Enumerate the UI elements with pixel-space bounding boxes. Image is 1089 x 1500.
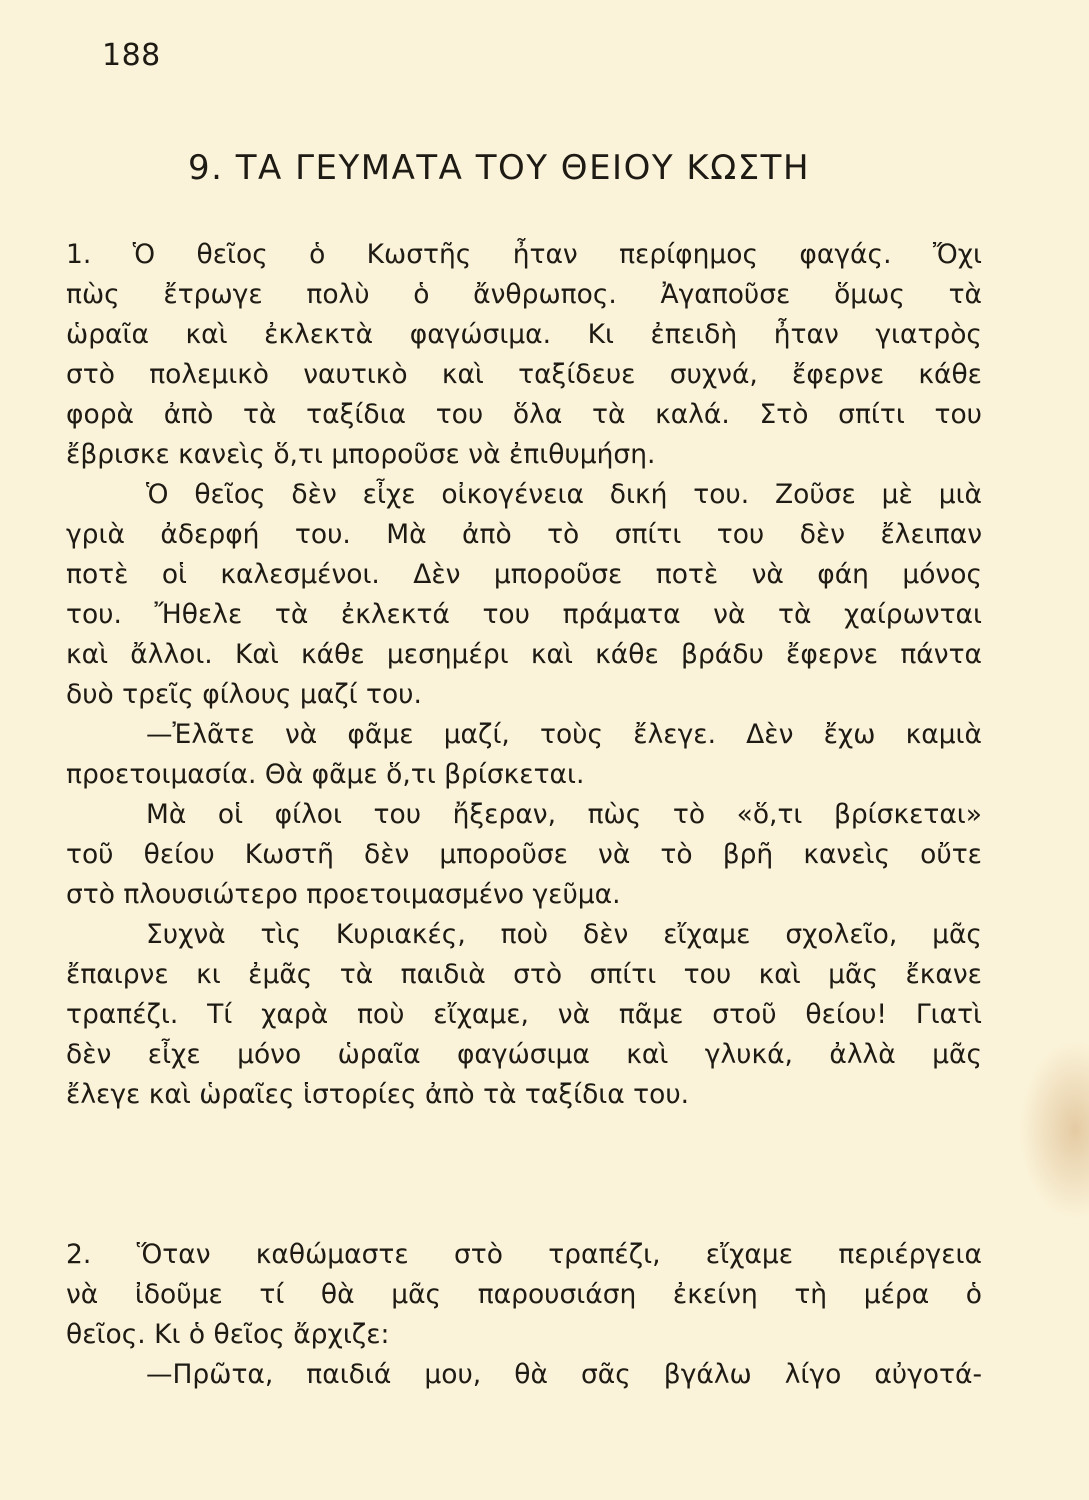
text-line: 1. Ὁ θεῖος ὁ Κωστῆς ἦταν περίφημος φαγάς. Ὄχι <box>66 239 982 270</box>
paragraph <box>66 915 982 1115</box>
text-line: θεῖος. Κι ὁ θεῖος ἄρχιζε: <box>66 1319 390 1350</box>
text-line: νὰ ἰδοῦμε τί θὰ μᾶς παρουσιάση ἐκείνη τὴ μέρα ὁ <box>66 1279 982 1310</box>
text-line: Συχνὰ τὶς Κυριακές, ποὺ δὲν εἴχαμε σχολεῖο, μᾶς <box>146 919 982 950</box>
text-line: γριὰ ἀδερφή του. Μὰ ἀπὸ τὸ σπίτι του δὲν ἔλειπαν <box>66 519 982 550</box>
paragraph <box>66 475 982 715</box>
text-line: φορὰ ἀπὸ τὰ ταξίδια του ὅλα τὰ καλά. Στὸ σπίτι του <box>66 399 982 430</box>
paragraph <box>66 715 982 795</box>
text-line: πὼς ἔτρωγε πολὺ ὁ ἄνθρωπος. Ἀγαποῦσε ὅμως τὰ <box>66 279 982 310</box>
text-line: Ὁ θεῖος δὲν εἶχε οἰκογένεια δική του. Ζοῦσε μὲ μιὰ <box>146 479 982 510</box>
page-number: 188 <box>102 38 161 73</box>
section-2 <box>66 1235 982 1395</box>
text-line: προετοιμασία. Θὰ φᾶμε ὅ,τι βρίσκεται. <box>66 759 585 790</box>
paper-stain <box>1019 1040 1089 1220</box>
text-line: Μὰ οἱ φίλοι του ἤξεραν, πὼς τὸ «ὅ,τι βρίσκεται» <box>146 799 982 830</box>
chapter-title: 9. ΤΑ ΓΕΥΜΑΤΑ ΤΟΥ ΘΕΙΟΥ ΚΩΣΤΗ <box>188 148 811 188</box>
text-line: τραπέζι. Τί χαρὰ ποὺ εἴχαμε, νὰ πᾶμε στοῦ θείου! Γιατὶ <box>66 999 982 1030</box>
text-line: ἔβρισκε κανεὶς ὅ,τι μποροῦσε νὰ ἐπιθυμήση. <box>66 439 656 470</box>
text-line: στὸ πολεμικὸ ναυτικὸ καὶ ταξίδευε συχνά, ἔφερνε κάθε <box>66 359 982 390</box>
text-line: 2. Ὅταν καθώμαστε στὸ τραπέζι, εἴχαμε περιέργεια <box>66 1239 982 1270</box>
text-line: καὶ ἄλλοι. Καὶ κάθε μεσημέρι καὶ κάθε βράδυ ἔφερνε πάντα <box>66 639 982 670</box>
paragraph <box>66 795 982 915</box>
section-1 <box>66 235 982 1115</box>
text-line: του. Ἤθελε τὰ ἐκλεκτά του πράματα νὰ τὰ χαίρωνται <box>66 599 982 630</box>
text-line: —Πρῶτα, παιδιά μου, θὰ σᾶς βγάλω λίγο αὐγοτά- <box>146 1359 982 1390</box>
text-line: ποτὲ οἱ καλεσμένοι. Δὲν μποροῦσε ποτὲ νὰ φάη μόνος <box>66 559 982 590</box>
text-line: δυὸ τρεῖς φίλους μαζί του. <box>66 679 422 710</box>
text-line: στὸ πλουσιώτερο προετοιμασμένο γεῦμα. <box>66 879 621 910</box>
text-line: ὡραῖα καὶ ἐκλεκτὰ φαγώσιμα. Κι ἐπειδὴ ἦταν γιατρὸς <box>66 319 982 350</box>
paragraph <box>66 235 982 475</box>
text-line: ἔπαιρνε κι ἐμᾶς τὰ παιδιὰ στὸ σπίτι του καὶ μᾶς ἔκανε <box>66 959 982 990</box>
text-line: —Ἐλᾶτε νὰ φᾶμε μαζί, τοὺς ἔλεγε. Δὲν ἔχω καμιὰ <box>146 719 982 750</box>
paragraph <box>66 1235 982 1355</box>
text-line: δὲν εἶχε μόνο ὡραῖα φαγώσιμα καὶ γλυκά, ἀλλὰ μᾶς <box>66 1039 982 1070</box>
paragraph <box>66 1355 982 1395</box>
text-line: τοῦ θείου Κωστῆ δὲν μποροῦσε νὰ τὸ βρῆ κανεὶς οὔτε <box>66 839 982 870</box>
text-line: ἔλεγε καὶ ὡραῖες ἱστορίες ἀπὸ τὰ ταξίδια του. <box>66 1079 690 1110</box>
